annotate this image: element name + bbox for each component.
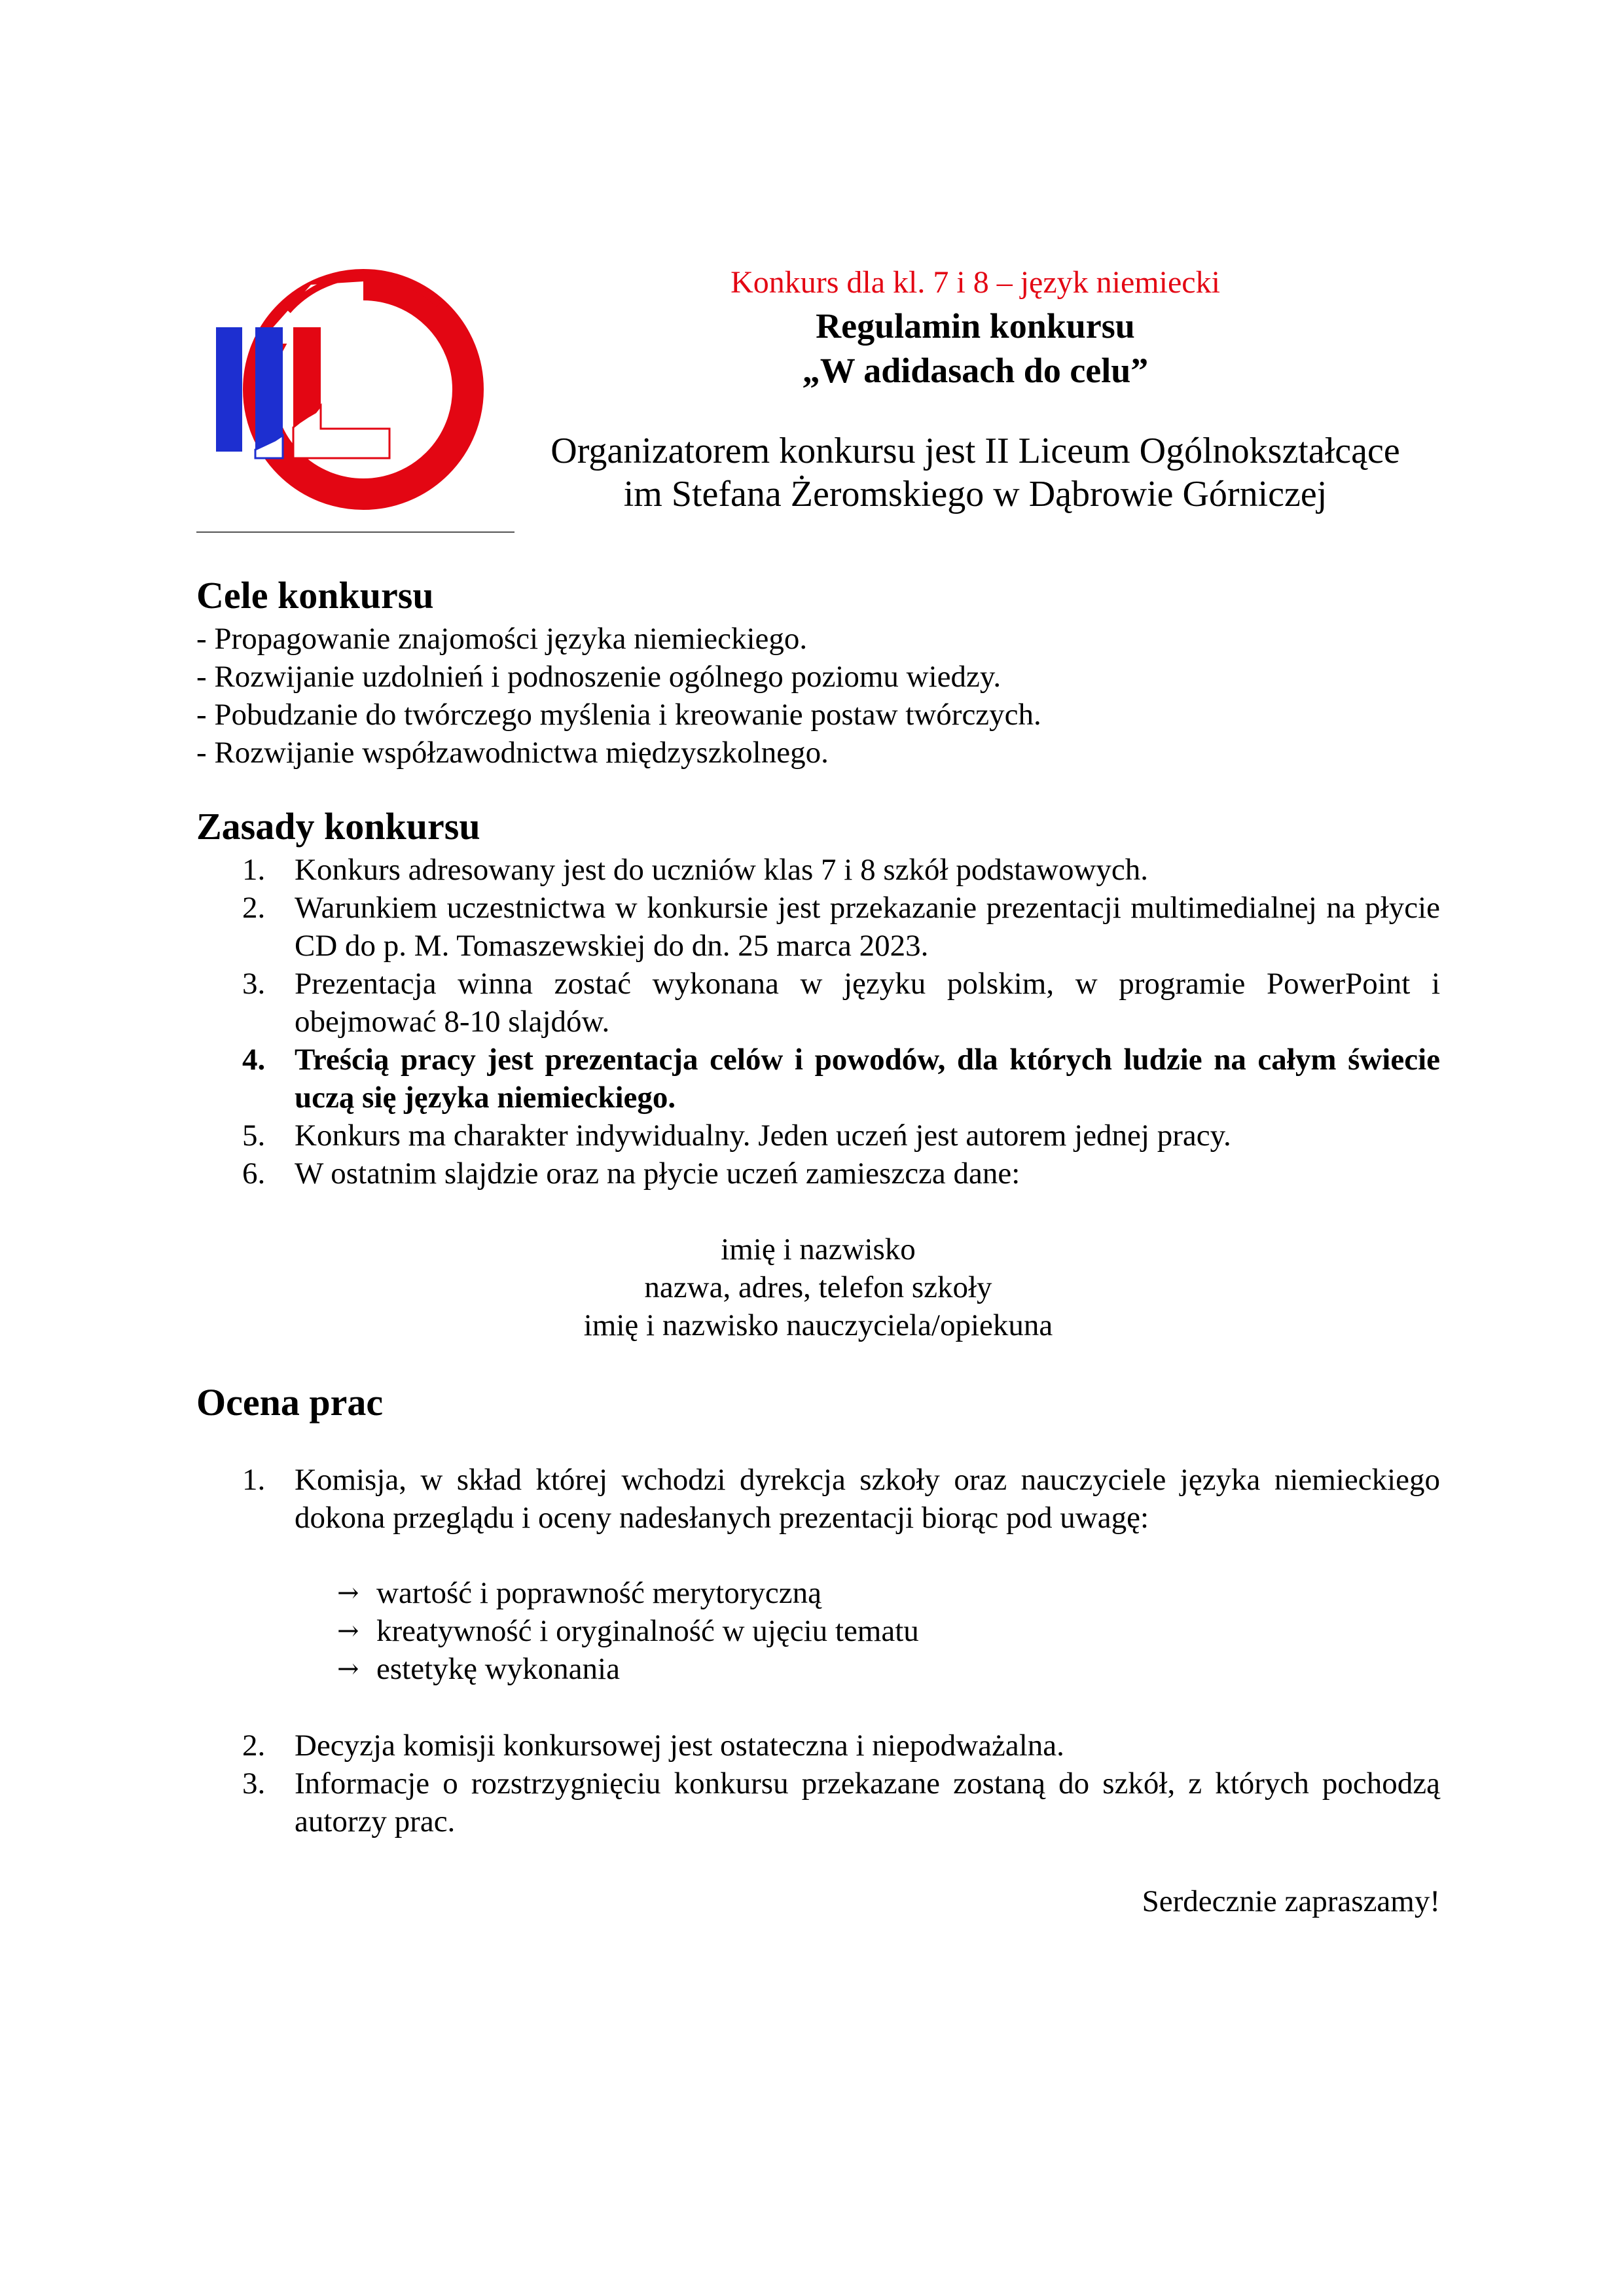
criteria-text: wartość i poprawność merytoryczną [376, 1576, 821, 1610]
evaluation-list-part-1 [196, 1461, 1440, 1537]
rules-item [196, 851, 1440, 889]
arrow-right-icon: → [337, 1578, 359, 1608]
criteria-item [337, 1574, 919, 1612]
rules-item [196, 889, 1440, 965]
evaluation-item-number: 2. [242, 1729, 266, 1763]
data-field: imię i nazwisko nauczyciela/opiekuna [583, 1308, 1053, 1342]
goals-item: - Rozwijanie współzawodnictwa międzyszkolnego. [196, 736, 829, 770]
rules-list [196, 851, 1440, 1193]
goals-item: - Pobudzanie do twórczego myślenia i kreowanie postaw twórczych. [196, 698, 1041, 732]
rules-heading: Zasady konkursu [196, 805, 480, 848]
arrow-right-icon: → [337, 1616, 359, 1646]
evaluation-heading: Ocena prac [196, 1381, 384, 1424]
organizer-line-1: Organizatorem konkursu jest II Liceum Ogólnokształcące [550, 431, 1400, 471]
rules-item-text: Warunkiem uczestnictwa w konkursie jest przekazanie prezentacji multimedialnej na płycie CD do p. M. Tomaszewskiej do dn. 25 marca 2023. [295, 891, 1440, 963]
organizer-info [511, 429, 1440, 516]
contest-line: Konkurs dla kl. 7 i 8 – język niemiecki [731, 265, 1220, 300]
evaluation-item-text: Informacje o rozstrzygnięciu konkursu przekazane zostaną do szkół, z których pochodzą autorzy prac. [295, 1767, 1440, 1839]
rules-item-number: 6. [242, 1157, 266, 1191]
regulation-title: Regulamin konkursu [816, 306, 1135, 346]
goals-item: - Rozwijanie uzdolnień i podnoszenie ogólnego poziomu wiedzy. [196, 660, 1001, 694]
rules-item-text: Treścią pracy jest prezentacja celów i powodów, dla których ludzie na całym świecie uczą się języka niemieckiego. [295, 1043, 1440, 1115]
rules-item-number: 3. [242, 967, 266, 1001]
criteria-item [337, 1650, 919, 1688]
rules-item-number: 5. [242, 1119, 266, 1153]
rules-item-text: Konkurs ma charakter indywidualny. Jeden uczeń jest autorem jednej pracy. [295, 1119, 1231, 1153]
evaluation-item [196, 1765, 1440, 1840]
goals-heading: Cele konkursu [196, 574, 434, 617]
rules-item [196, 1155, 1440, 1193]
school-logo [196, 265, 514, 540]
criteria-item [337, 1612, 919, 1650]
evaluation-item [196, 1461, 1440, 1537]
criteria-text: kreatywność i oryginalność w ujęciu tematu [376, 1614, 919, 1648]
goals-item: - Propagowanie znajomości języka niemieckiego. [196, 622, 808, 656]
closing-invitation: Serdecznie zapraszamy! [1142, 1884, 1440, 1918]
organizer-line-2: im Stefana Żeromskiego w Dąbrowie Górniczej [623, 474, 1327, 514]
rules-item [196, 1117, 1440, 1155]
evaluation-criteria [337, 1574, 919, 1688]
rules-item [196, 965, 1440, 1041]
rules-item-text: Konkurs adresowany jest do uczniów klas 7 i 8 szkół podstawowych. [295, 853, 1149, 887]
evaluation-item-text: Komisja, w skład której wchodzi dyrekcja szkoły oraz nauczyciele języka niemieckiego dokona przeglądu i oceny nadesłanych prezentacji biorąc pod uwagę: [295, 1463, 1440, 1535]
document-header [511, 262, 1440, 516]
evaluation-item [196, 1727, 1440, 1765]
evaluation-item-number: 1. [242, 1463, 266, 1497]
data-field: imię i nazwisko [721, 1232, 916, 1266]
evaluation-item-text: Decyzja komisji konkursowej jest ostateczna i niepodważalna. [295, 1729, 1064, 1763]
evaluation-item-number: 3. [242, 1767, 266, 1801]
regulation-subtitle: „W adidasach do celu” [802, 351, 1149, 390]
goals-list [196, 620, 1440, 772]
rules-item-text: Prezentacja winna zostać wykonana w języku polskim, w programie PowerPoint i obejmować 8-10 slajdów. [295, 967, 1440, 1039]
rules-item-number: 1. [242, 853, 266, 887]
school-logo-graphic [196, 265, 514, 540]
rules-item-number: 2. [242, 891, 266, 925]
criteria-text: estetykę wykonania [376, 1652, 620, 1686]
required-data-fields [196, 1230, 1440, 1344]
data-field: nazwa, adres, telefon szkoły [644, 1270, 992, 1304]
evaluation-list-part-2 [196, 1727, 1440, 1840]
rules-item-text: W ostatnim slajdzie oraz na płycie uczeń zamieszcza dane: [295, 1157, 1020, 1191]
rules-item-number: 4. [242, 1043, 266, 1077]
arrow-right-icon: → [337, 1654, 359, 1684]
rules-item [196, 1041, 1440, 1117]
